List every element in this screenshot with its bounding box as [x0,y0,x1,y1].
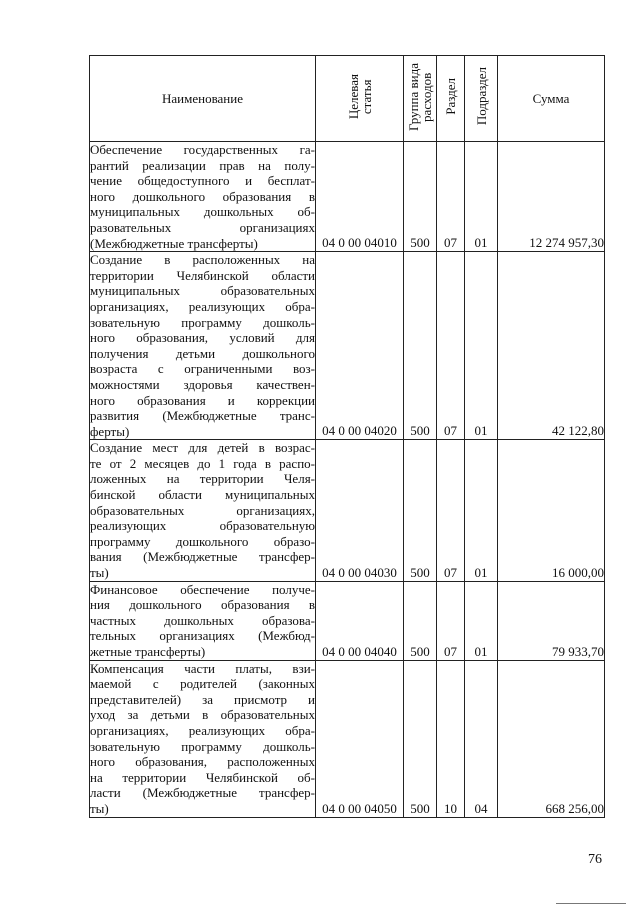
header-group [404,56,437,142]
header-section [437,56,465,142]
row-name-line: маемой с родителей (законных [90,676,315,692]
header-name: Наименование [90,56,316,142]
row-name-line: жетные трансферты) [90,644,206,659]
row-name-line: ного дошкольного образования в [90,188,315,204]
row-name [90,252,316,440]
row-name-line: получения детьми дошкольного [90,345,315,361]
header-group-label: Группа вида расходов [406,62,434,131]
row-name [90,142,316,252]
table-row [90,142,605,252]
row-sum: 16 000,00 [498,440,605,581]
row-name-line: те от 2 месяцев до 1 года в распо- [90,455,315,471]
table-row [90,440,605,581]
footer-line [556,903,626,904]
row-name-line: организациях, реализующих обра- [90,298,315,314]
row-name-line: зовательную программу дошколь- [90,738,315,754]
header-section-label: Раздел [443,78,458,115]
row-section: 07 [437,440,465,581]
row-name-line: ния дошкольного образования в [90,597,315,613]
row-sum: 668 256,00 [498,660,605,817]
row-subsection: 04 [465,660,498,817]
row-name-line: ного образования, расположенных [90,754,315,770]
table-row [90,660,605,817]
row-section: 07 [437,142,465,252]
row-name-line: возраста с ограниченными воз- [90,361,315,377]
row-name-line: ты) [90,565,109,581]
table-header [90,56,605,142]
row-name-line: вания (Межбюджетные трансфер- [90,549,315,565]
row-article: 04 0 00 04010 [316,142,404,252]
row-name-line: можностями здоровья качествен- [90,376,315,392]
row-sum: 12 274 957,30 [498,142,605,252]
row-article: 04 0 00 04040 [316,581,404,660]
row-name-line: программу дошкольного образо- [90,533,315,549]
row-name-line: Компенсация части платы, взи- [90,660,315,676]
header-sum: Сумма [498,56,605,142]
row-section: 07 [437,252,465,440]
row-article: 04 0 00 04030 [316,440,404,581]
budget-table [89,55,605,818]
row-name-line: ного образования и коррекции [90,392,315,408]
row-group: 500 [404,252,437,440]
row-name-line: ложенных на территории Челя- [90,471,315,487]
row-subsection: 01 [465,581,498,660]
row-name-line: территории Челябинской области [90,267,315,283]
header-article-label: Целевая статья [345,73,374,120]
row-name-line: муниципальных образовательных [90,283,315,299]
row-name [90,660,316,817]
row-article: 04 0 00 04020 [316,252,404,440]
row-name-line: (Межбюджетные трансферты) [90,235,258,251]
row-sum: 42 122,80 [498,252,605,440]
row-name-line: ного образования, условий для [90,330,315,346]
row-name-line: образовательных организациях, [90,502,315,518]
row-name-line: уход за детьми в образовательных [90,707,315,723]
row-name-line: ты) [90,800,109,816]
table-row [90,581,605,660]
row-name-line: тельных организациях (Межбюд- [90,628,315,644]
row-name-line: на территории Челябинской об- [90,769,315,785]
row-name [90,440,316,581]
row-name-line: организациях, реализующих обра- [90,722,315,738]
row-group: 500 [404,142,437,252]
row-name-line: бинской области муниципальных [90,487,315,503]
header-subsection-label: Подраздел [473,67,489,126]
row-section: 07 [437,581,465,660]
row-name-line: ферты) [90,423,130,439]
row-name-line: рантий реализации прав на полу- [90,157,315,173]
row-article: 04 0 00 04050 [316,660,404,817]
row-name-line: разовательных организациях [90,219,315,235]
row-name-line: представителей) за присмотр и [90,691,315,707]
row-sum: 79 933,70 [498,581,605,660]
row-name-line: ласти (Межбюджетные трансфер- [90,785,315,801]
row-group: 500 [404,581,437,660]
row-name-line: Финансовое обеспечение получе- [90,581,315,597]
page-number: 76 [588,852,602,867]
row-name-line: Обеспечение государственных га- [90,142,315,157]
row-subsection: 01 [465,440,498,581]
row-name-line: Создание в расположенных на [90,252,315,268]
row-subsection: 01 [465,142,498,252]
row-name-line: чение общедоступного и бесплат- [90,173,315,189]
table-row [90,252,605,440]
row-name [90,581,316,660]
row-name-line: муниципальных дошкольных об- [90,204,315,220]
header-subsection [465,56,498,142]
row-group: 500 [404,440,437,581]
table-body [90,142,605,818]
row-section: 10 [437,660,465,817]
row-name-line: реализующих образовательную [90,518,315,534]
header-article [316,56,404,142]
row-subsection: 01 [465,252,498,440]
row-group: 500 [404,660,437,817]
row-name-line: зовательную программу дошколь- [90,314,315,330]
row-name-line: частных дошкольных образова- [90,612,315,628]
row-name-line: развития (Межбюджетные транс- [90,408,315,424]
row-name-line: Создание мест для детей в возрас- [90,440,315,456]
